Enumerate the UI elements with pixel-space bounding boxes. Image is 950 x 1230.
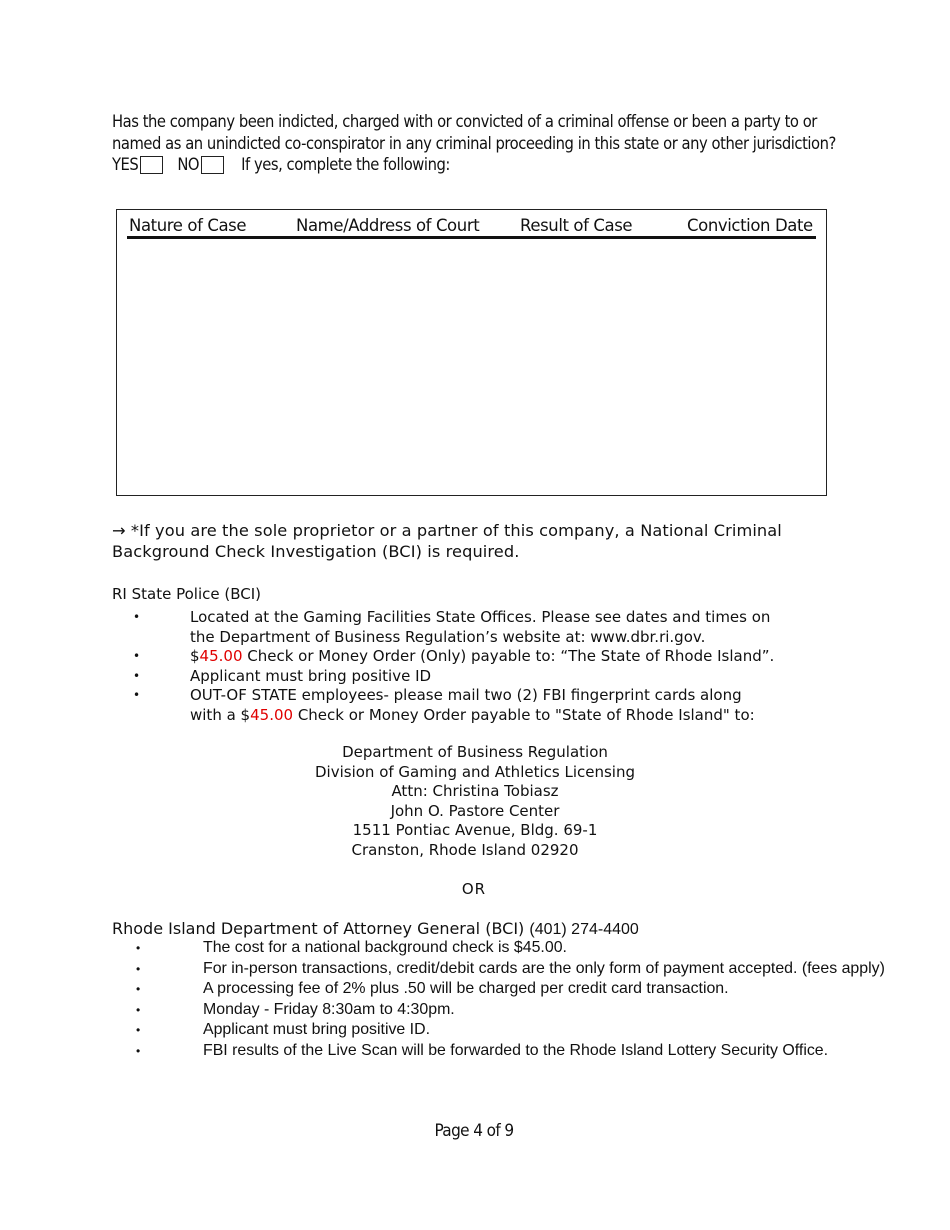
or-separator: OR	[461, 880, 487, 898]
address-line: 1511 Pontiac Avenue, Bldg. 69-1	[352, 821, 598, 840]
address-line: Cranston, Rhode Island 02920	[351, 840, 579, 859]
question-followup: If yes, complete the following:	[241, 155, 450, 174]
criminal-history-question	[112, 111, 842, 176]
list-item	[112, 686, 774, 725]
fee-amount: 45.00	[250, 705, 294, 724]
fee-amount: 45.00	[199, 647, 243, 665]
address-line: Division of Gaming and Athletics Licensing	[315, 762, 635, 781]
list-item	[112, 979, 885, 1000]
bullet-icon: •	[133, 610, 141, 624]
bullet-icon: •	[133, 668, 141, 683]
item-text: OUT-OF STATE employees- please mail two (2) FBI fingerprint cards along	[190, 686, 742, 704]
criminal-case-table[interactable]	[116, 209, 827, 496]
state-police-heading: RI State Police (BCI)	[112, 585, 261, 603]
header-conviction-date: Conviction Date	[687, 216, 813, 235]
item-text: the Department of Business Regulation’s website at: www.dbr.ri.gov.	[190, 627, 706, 646]
item-text: A processing fee of 2% plus .50 will be charged per credit card transaction.	[203, 980, 729, 997]
list-item	[112, 608, 774, 647]
item-text: $	[190, 647, 200, 665]
header-name-address-of-court: Name/Address of Court	[296, 216, 480, 235]
yes-label: YES	[112, 155, 139, 174]
item-text: Monday - Friday 8:30am to 4:30pm.	[203, 1000, 455, 1018]
bci-note-text: *If you are the sole proprietor or a partner of this company, a National Criminal Background Check Investigation (BCI) is required.	[112, 521, 782, 561]
list-item	[112, 959, 885, 980]
bullet-icon: •	[136, 1002, 141, 1017]
item-text: with a $	[190, 705, 251, 724]
item-text: The cost for a national background check is $45.00.	[203, 939, 567, 956]
address-line: John O. Pastore Center	[390, 801, 560, 820]
bullet-icon: •	[136, 1043, 141, 1058]
bullet-icon: •	[136, 1023, 141, 1037]
item-text: FBI results of the Live Scan will be forwarded to the Rhode Island Lottery Security Office.	[203, 1041, 829, 1059]
bullet-icon: •	[136, 961, 141, 976]
list-item	[112, 1020, 885, 1041]
list-item	[112, 938, 885, 959]
bci-note	[112, 520, 872, 562]
header-underline	[127, 236, 816, 239]
no-label: NO	[177, 155, 200, 174]
bullet-icon: •	[133, 649, 141, 663]
item-text: Applicant must bring positive ID	[190, 666, 432, 685]
header-nature-of-case: Nature of Case	[129, 216, 247, 235]
page-number: Page 4 of 9	[434, 1121, 514, 1141]
attorney-general-list	[112, 938, 885, 1061]
header-result-of-case: Result of Case	[520, 216, 633, 235]
list-item	[112, 647, 774, 667]
item-text: Located at the Gaming Facilities State Offices. Please see dates and times on	[190, 608, 771, 626]
list-item	[112, 1041, 885, 1062]
mailing-address	[0, 743, 950, 861]
attorney-general-title: Rhode Island Department of Attorney General (BCI)	[112, 919, 525, 938]
arrow-icon: →	[112, 521, 126, 540]
question-text: Has the company been indicted, charged with or convicted of a criminal offense or been a party to or named as an unindicted co-conspirator in any criminal proceeding in this state or any other jurisdiction?	[112, 112, 836, 153]
bullet-icon: •	[136, 941, 141, 955]
item-text: Check or Money Order payable to "State of Rhode Island" to:	[293, 705, 755, 724]
attorney-general-phone: (401) 274-4400	[529, 921, 639, 938]
address-line: Department of Business Regulation	[342, 743, 608, 761]
yes-checkbox[interactable]	[140, 156, 163, 174]
item-text: Applicant must bring positive ID.	[203, 1021, 430, 1038]
list-item	[112, 1000, 885, 1021]
attorney-general-heading	[112, 919, 639, 939]
address-line: Attn: Christina Tobiasz	[391, 782, 559, 801]
item-text: Check or Money Order (Only) payable to: “The State of Rhode Island”.	[242, 647, 775, 665]
bullet-icon: •	[133, 688, 141, 702]
item-text: For in-person transactions, credit/debit cards are the only form of payment accepted. (fees apply)	[203, 959, 885, 977]
state-police-list	[112, 608, 774, 725]
list-item	[112, 667, 774, 687]
bullet-icon: •	[136, 982, 141, 996]
no-checkbox[interactable]	[201, 156, 224, 174]
